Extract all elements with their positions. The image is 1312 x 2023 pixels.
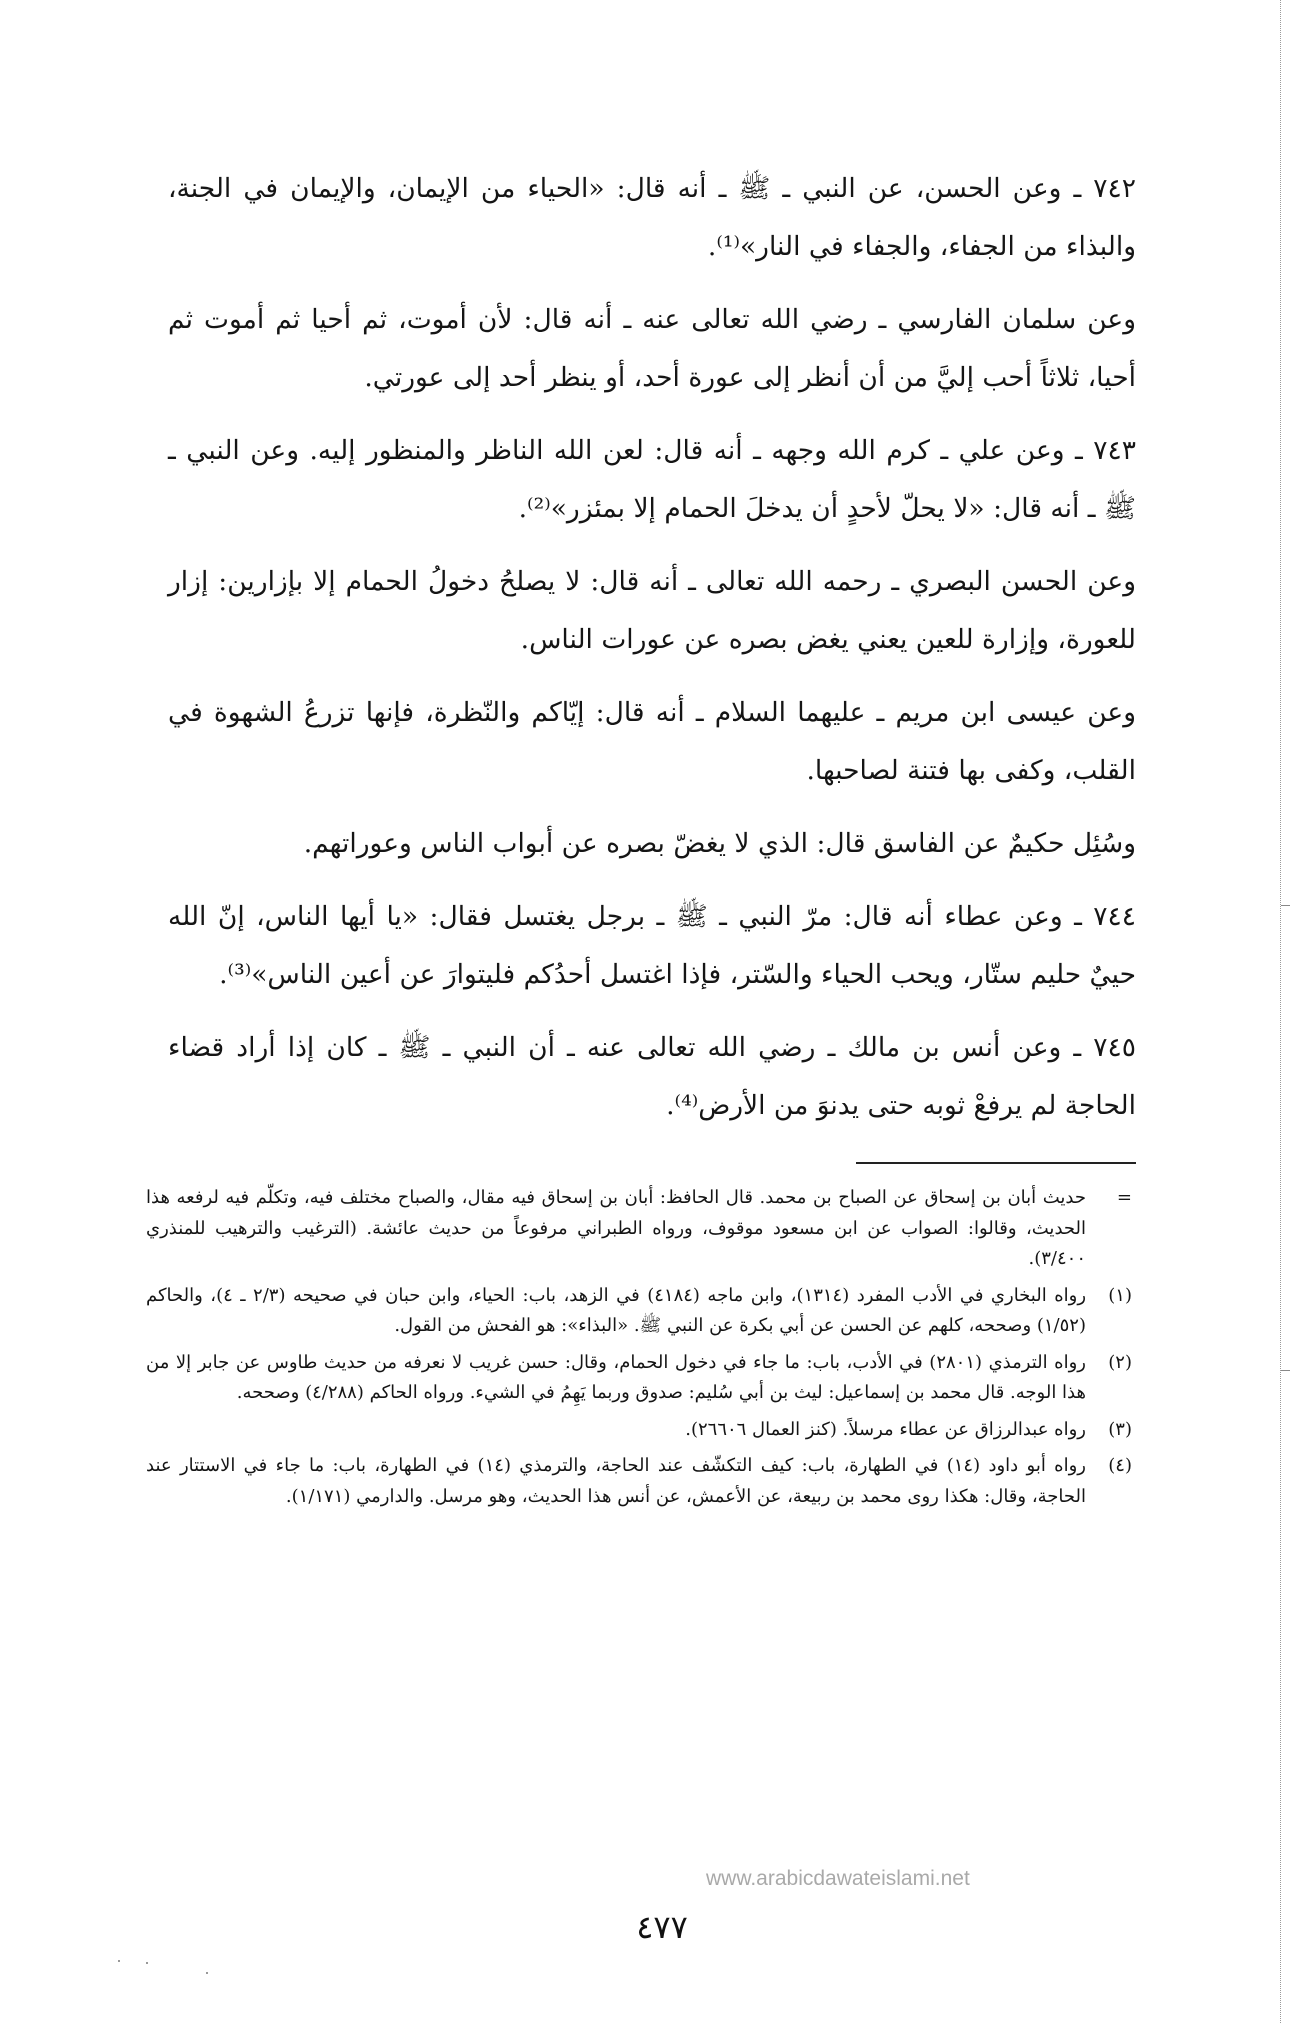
footnote-text: رواه عبدالرزاق عن عطاء مرسلاً. (كنز العمال ٢٦٦٠٦). [685,1418,1086,1440]
paragraph-hasan-basri: وعن الحسن البصري ـ رحمه الله تعالى ـ أنه قال: لا يصلحُ دخولُ الحمام إلا بإزارين: إزار للعورة، وإزارة للعين يعني يغض بصره عن عورات الناس. [168,566,1136,655]
edge-tick [1281,905,1290,906]
paragraph-hakim: وسُئِل حكيمٌ عن الفاسق قال: الذي لا يغضّ بصره عن أبواب الناس وعوراتهم. [303,828,1136,859]
paragraph-742: ٧٤٢ ـ وعن الحسن، عن النبي ـ ﷺ ـ أنه قال: «الحياء من الإيمان، والإيمان في الجنة، والبذاء من الجفاء، والجفاء في النار»⁽¹⁾. [168,173,1136,262]
paragraph-salman: وعن سلمان الفارسي ـ رضي الله تعالى عنه ـ أنه قال: لأن أموت، ثم أحيا ثم أموت ثم أحيا، ثلاثاً أحب إليَّ من أن أنظر إلى عورة أحد، أو ينظر أحد إلى عورتي. [168,304,1136,393]
footnote-separator [856,1162,1136,1164]
page-number: ٤٧٧ [636,1908,688,1946]
scan-speck [206,1972,208,1974]
footnote-continued [146,1183,1132,1275]
paragraph-745: ٧٤٥ ـ وعن أنس بن مالك ـ رضي الله تعالى عنه ـ أن النبي ـ ﷺ ـ كان إذا أراد قضاء الحاجة لم يرفعْ ثوبه حتى يدنوَ من الأرض⁽⁴⁾. [168,1032,1136,1121]
paragraph-743: ٧٤٣ ـ وعن علي ـ كرم الله وجهه ـ أنه قال: لعن الله الناظر والمنظور إليه. وعن النبي ـ ﷺ ـ أنه قال: «لا يحلّ لأحدٍ أن يدخلَ الحمام إلا بمئزر»⁽²⁾. [168,435,1136,524]
footnote-marker: (١) [1108,1284,1132,1306]
scan-speck [146,1962,148,1964]
footnote-4 [146,1451,1132,1512]
page-edge-line [1280,0,1281,2023]
footnotes [146,1183,1132,1518]
footnote-1 [146,1281,1132,1342]
footnote-marker: = [1116,1187,1132,1208]
watermark: www.arabicdawateislami.net [706,1867,970,1890]
scan-speck [118,1960,120,1962]
footnote-3 [146,1415,1132,1446]
footnote-2 [146,1348,1132,1409]
edge-tick [1281,1370,1290,1371]
footnote-marker: (٢) [1108,1351,1132,1373]
footnote-text: رواه البخاري في الأدب المفرد (١٣١٤)، وابن ماجه (٤١٨٤) في الزهد، باب: الحياء، وابن حبان في صحيحه (٢/٣ ـ ٤)، والحاكم (١/٥٢) وصححه، كلهم عن الحسن عن أبي بكرة عن النبي ﷺ. «البذاء»: هو الفحش من القول. [146,1284,1087,1336]
footnote-text: رواه أبو داود (١٤) في الطهارة، باب: كيف التكشّف عند الحاجة، والترمذي (١٤) في الطهارة، باب: ما جاء في الاستتار عند الحاجة، وقال: هكذا روى محمد بن ربيعة، عن الأعمش، عن أنس هذا الحديث، وهو مرسل. والدارمي (١/١٧١). [146,1455,1086,1507]
paragraph-744: ٧٤٤ ـ وعن عطاء أنه قال: مرّ النبي ـ ﷺ ـ برجل يغتسل فقال: «يا أيها الناس، إنّ الله حييٌ حليم ستّار، ويحب الحياء والسّتر، فإذا اغتسل أحدُكم فليتوارَ عن أعين الناس»⁽³⁾. [168,901,1136,990]
footnote-text: حديث أبان بن إسحاق عن الصباح بن محمد. قال الحافظ: أبان بن إسحاق فيه مقال، والصباح مختلف فيه، وتكلّم فيه لرفعه هذا الحديث، وقالوا: الصواب عن ابن مسعود موقوف، ورواه الطبراني مرفوعاً من حديث عائشة. (الترغيب والترهيب للمنذري ٣/٤٠٠). [146,1187,1086,1269]
paragraph-isa: وعن عيسى ابن مريم ـ عليهما السلام ـ أنه قال: إيّاكم والنّظرة، فإنها تزرعُ الشهوة في القلب، وكفى بها فتنة لصاحبها. [168,697,1136,786]
footnote-marker: (٣) [1108,1418,1132,1440]
footnote-marker: (٤) [1108,1455,1132,1476]
main-text [168,160,1136,1150]
footnote-text: رواه الترمذي (٢٨٠١) في الأدب، باب: ما جاء في دخول الحمام، وقال: حسن غريب لا نعرفه من حديث طاوس عن جابر إلا من هذا الوجه. قال محمد بن إسماعيل: ليث بن أبي سُليم: صدوق وربما يَهِمُ في الشيء. ورواه الحاكم (٤/٢٨٨) وصححه. [146,1351,1086,1403]
